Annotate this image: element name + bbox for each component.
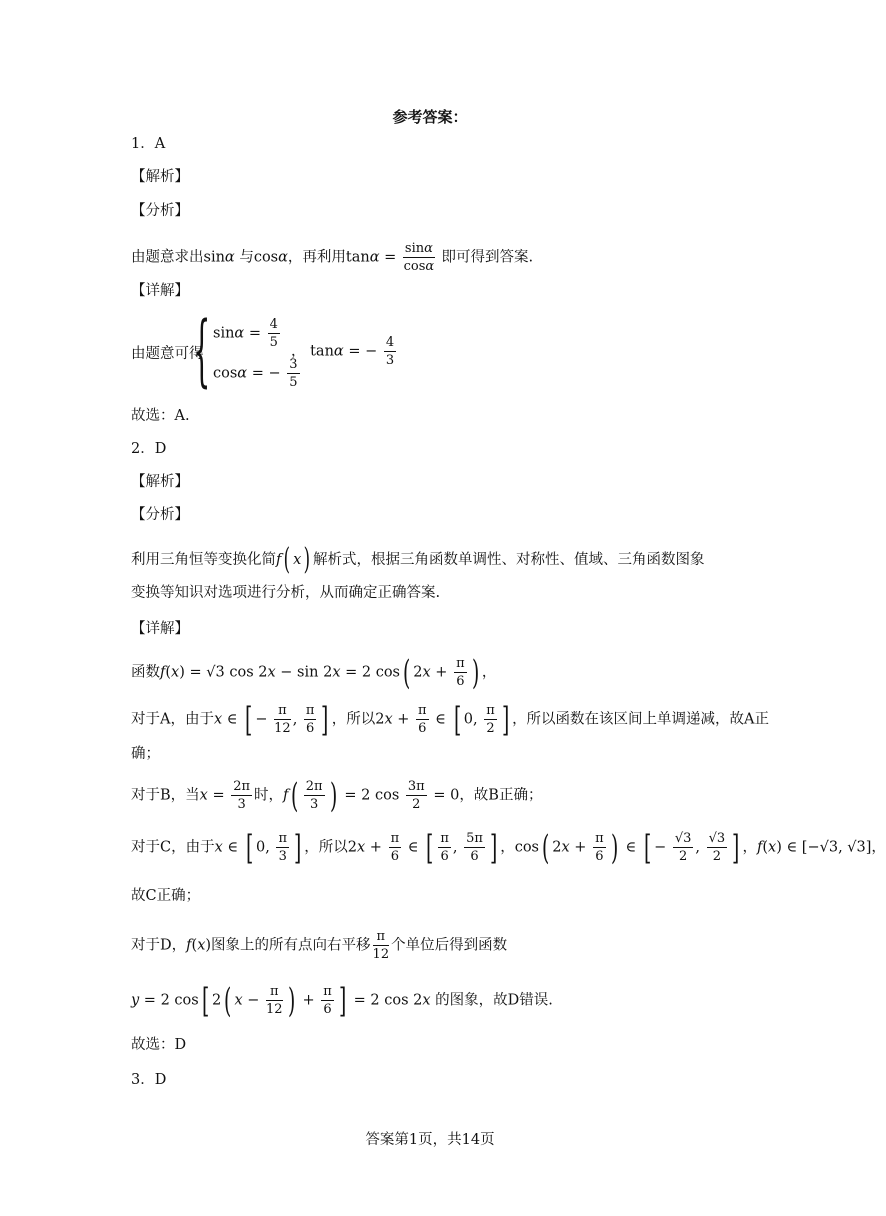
brace: { [193,306,211,396]
q2-xiangjie-heading: 【详解】 [131,621,189,637]
text: 的图象，故D错误. [435,992,553,1009]
q1-answer: 1．A [131,136,166,152]
text: ，故B正确； [459,787,543,804]
q2-jiexi-heading: 【解析】 [131,474,189,490]
text: ，再利用 [287,249,346,266]
text: 由题意可得 [131,346,204,362]
text: 对于C，由于 [131,839,215,856]
text: 与 [239,249,254,266]
q3-answer: 3．D [131,1072,167,1088]
page-title: 参考答案： [392,108,468,126]
text: 对于D， [131,937,187,954]
text: 对于B，当 [131,787,200,804]
page-footer: 答案第1页，共14页 [365,1132,495,1148]
q1-equation-system [131,306,431,396]
q1-analysis: 由题意求出sinα 与cosα，再利用tanα = $\frac{\sin\alpha}{\cos\alpha}$ 即可得到答案. [131,241,534,274]
q2-choice: 故选：D [131,1037,187,1053]
text: 函数 [131,664,160,681]
q2-option-c-cont: 故C正确； [131,888,201,904]
text: ， [742,839,757,856]
text: 即可得到答案. [441,249,534,266]
text: ，所以函数在该区间上单调递减，故A正 [512,711,770,728]
equation: sinα = $\frac{4}{5}$ [213,317,278,350]
formula-fraction: $\frac{\sin\alpha}{\cos\alpha}$ [403,241,435,274]
text: 图象上的所有点向右平移 [211,937,371,954]
q2-option-c: 对于C，由于x ∈ [ 0, $\frac{\pi}{3}$ ] ，所以2x + $\frac{\pi}{6}$ ∈ [ $\frac{\pi}{6}$ , $\frac{5\pi}{6}$ ] ，cos( 2x + $\frac{\pi}{6}$ ) ∈ [ − $\frac{√3}{2}$ , $\frac{√3}{2}$ ] ，f(x) ∈ [−√3, √3]， [131,827,886,868]
q2-fenxi-heading: 【分析】 [131,507,189,523]
q1-choice: 故选：A. [131,408,190,424]
text: 时， [254,787,284,804]
q1-fenxi-heading: 【分析】 [131,203,189,219]
text: 对于A，由于 [131,711,214,728]
q2-option-b: 对于B，当x = $\frac{2\pi}{3}$ 时，f( $\frac{2\pi}{3}$ ) = 2 cos $\frac{3\pi}{2}$ = 0，故B正确； [131,775,543,816]
text: 利用三角恒等变换化简 [131,552,276,568]
text: 个单位后得到函数 [391,937,508,954]
q2-analysis-line1: 利用三角恒等变换化简f( x) 解析式，根据三角函数单调性、对称性、值域、三角函数图象 [131,542,705,577]
text: ，所以 [304,839,348,856]
q2-option-d-formula: y = 2 cos[ 2( x − $\frac{\pi}{12}$ ) + $\frac{\pi}{6}$ ] = 2 cos 2x 的图象，故D错误. [131,980,553,1021]
q2-option-a: 对于A，由于x ∈ [ − $\frac{\pi}{12}$ , $\frac{\pi}{6}$ ] ，所以2x + $\frac{\pi}{6}$ ∈ [ 0, $\frac{\pi}{2}$ ] ，所以函数在该区间上单调递减，故A正 [131,699,770,740]
q2-answer: 2．D [131,441,167,457]
text: ，所以 [331,711,376,728]
q2-function-definition: 函数f(x) = √3 cos 2x − sin 2x = 2 cos( 2x + $\frac{\pi}{6}$ ) ， [131,652,497,693]
q1-xiangjie-heading: 【详解】 [131,283,189,299]
q2-option-a-cont: 确； [131,746,160,762]
text: 由题意求出 [131,249,204,266]
equation: ， tanα = − $\frac{4}{3}$ [291,335,395,368]
q2-option-d: 对于D，f(x)图象上的所有点向右平移 $\frac{\pi}{12}$ 个单位后得到函数 [131,929,508,962]
q1-jiexi-heading: 【解析】 [131,169,189,185]
q2-analysis-line2: 变换等知识对选项进行分析，从而确定正确答案. [131,585,441,601]
equation: cosα = − $\frac{3}{5}$ [213,357,298,390]
text: 解析式，根据三角函数单调性、对称性、值域、三角函数图象 [313,552,705,568]
